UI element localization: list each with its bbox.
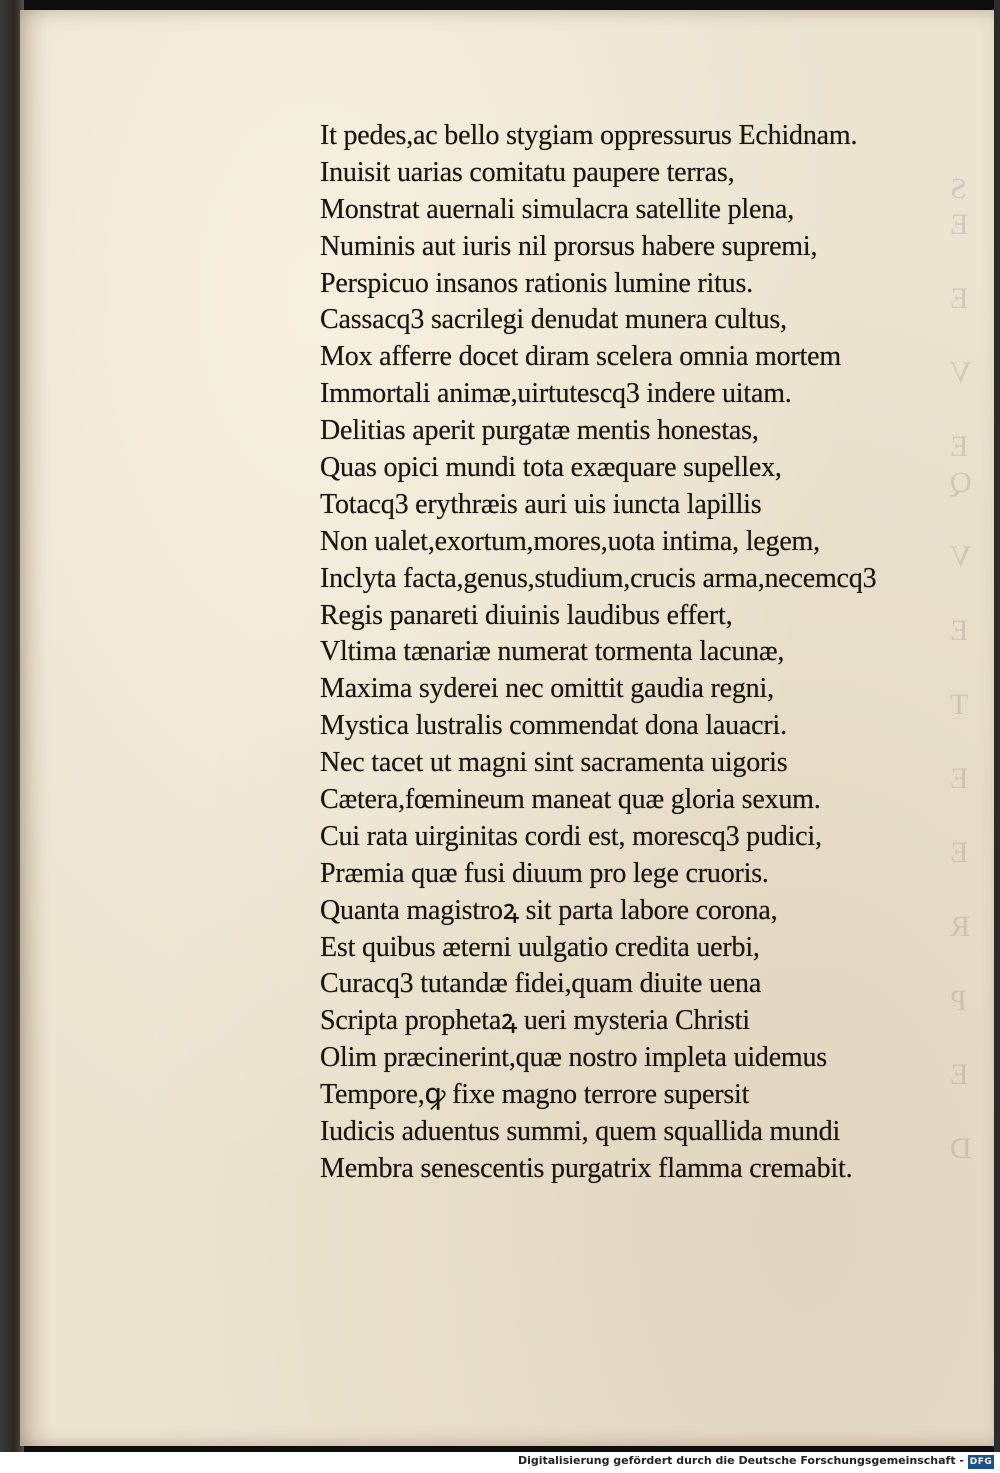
verse-line: Regis panareti diuinis laudibus effert, <box>320 599 733 631</box>
verse-line: Nec tacet ut magni sint sacramenta uigoris <box>320 747 788 779</box>
verse-line: Inclyta facta,genus,studium,crucis arma,necemcq3 <box>320 562 877 594</box>
verse-line: Cui rata uirginitas cordi est, morescq3 pudici, <box>320 820 822 852</box>
verse-text <box>320 118 960 1188</box>
verse-line: Numinis aut iuris nil prorsus habere supremi, <box>320 230 818 262</box>
verse-line: Quanta magistroꝝ sit parta labore corona, <box>320 894 778 926</box>
verse-line: Totacq3 erythræis auri uis iuncta lapillis <box>320 488 762 520</box>
verse-line: Quas opici mundi tota exæquare supellex, <box>320 452 782 484</box>
verse-line: Cætera,fœmineum maneat quæ gloria sexum. <box>320 784 821 816</box>
verse-line: Maxima syderei nec omittit gaudia regni, <box>320 673 774 705</box>
funding-credit: Digitalisierung gefördert durch die Deutsche Forschungsgemeinschaft - <box>517 1454 964 1467</box>
verse-line: Vltima tænariæ numerat tormenta lacunæ, <box>320 636 785 668</box>
digitization-footer <box>0 1452 1000 1473</box>
show-through-text: S E E V E Q V E T E E R P E D <box>950 172 972 1165</box>
verse-line: Inuisit uarias comitatu paupere terras, <box>320 156 735 188</box>
dfg-logo: DFG <box>969 1457 993 1467</box>
verse-line: Mystica lustralis commendat dona lauacri. <box>320 710 787 742</box>
verse-line: Iudicis aduentus summi, quem squallida mundi <box>320 1116 841 1148</box>
verse-line: Membra senescentis purgatrix flamma cremabit. <box>320 1152 853 1184</box>
page-right-edge <box>994 0 1000 1452</box>
verse-line: Mox afferre docet diram scelera omnia mortem <box>320 341 841 373</box>
verse-line: Monstrat auernali simulacra satellite plena, <box>320 193 795 225</box>
verse-line: Est quibus æterni uulgatio credita uerbi, <box>320 931 760 963</box>
verse-line: Scripta prophetaꝝ ueri mysteria Christi <box>320 1005 750 1037</box>
verse-line: Olim præcinerint,quæ nostro impleta uidemus <box>320 1042 828 1074</box>
verse-line: Immortali animæ,uirtutescq3 indere uitam. <box>320 378 792 410</box>
verse-line: It pedes,ac bello stygiam oppressurus Echidnam. <box>320 120 858 151</box>
verse-line: Non ualet,exortum,mores,uota intima, legem, <box>320 525 820 557</box>
verse-line: Cassacq3 sacrilegi denudat munera cultus, <box>320 304 787 336</box>
verse-line: Præmia quæ fusi diuum pro lege cruoris. <box>320 857 769 889</box>
verse-line: Delitias aperit purgatæ mentis honestas, <box>320 415 759 447</box>
book-page <box>20 10 1000 1446</box>
verse-line: Curacq3 tutandæ fidei,quam diuite uena <box>320 968 762 1000</box>
verse-line: Perspicuo insanos rationis lumine ritus. <box>320 267 753 299</box>
verse-line: Tempore,ꝙ fixe magno terrore supersit <box>320 1079 750 1111</box>
